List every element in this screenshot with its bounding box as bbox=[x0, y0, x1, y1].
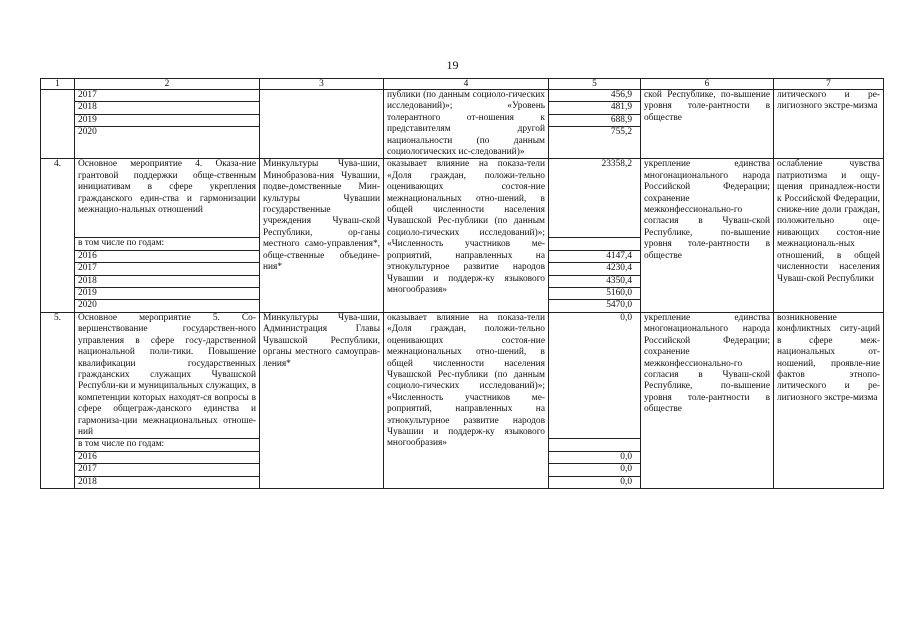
value-cell bbox=[549, 439, 641, 451]
value-cell: 5470,0 bbox=[549, 300, 641, 312]
page-number: 19 bbox=[446, 58, 459, 72]
by-years-label: в том числе по годам: bbox=[75, 238, 260, 250]
indicator-cell: оказывает влияние на показа-тели «Доля граждан, положи-тельно оценивающих состоя-ние межнациональных отно-шений, в общей численности населения Чувашской Рес-публики (по данным социоло-гических исследований)»; «Численность участников ме-роприятий, направленных на этнокультурное развитие народов Чувашии и поддерж-ку языкового многообразия» bbox=[384, 312, 549, 488]
indicator-cell: публики (по данным социоло-гических исследований)»; «Уровень толерантного от-ношения к представителям другой национальности (по данным социологических ис-следований)» bbox=[384, 90, 549, 159]
column-number: 5 bbox=[549, 79, 641, 90]
row-number-cell: 4. bbox=[41, 159, 75, 312]
column-number: 6 bbox=[641, 79, 774, 90]
value-cell: 0,0 bbox=[549, 451, 641, 463]
column-number: 4 bbox=[384, 79, 549, 90]
row-number-cell: 5. bbox=[41, 312, 75, 488]
value-cell: 0,0 bbox=[549, 312, 641, 438]
year-cell: 2020 bbox=[75, 300, 260, 312]
table-row bbox=[41, 159, 884, 238]
year-cell: 2017 bbox=[75, 464, 260, 476]
year-cell: 2018 bbox=[75, 102, 260, 114]
by-years-label: в том числе по годам: bbox=[75, 439, 260, 451]
activity-title-cell: Основное мероприятие 5. Со-вершенствование государствен-ного управления в сфере госу-дарственной национальной поли-тики. Повышение квалификации государственных гражданских служащих Чувашской Республи-ки и муниципальных служащих, в компетенции которых находят-ся вопросы в сфере общеграж-данского единства и гармониза-ции межнациональных отноше-ний bbox=[75, 312, 260, 438]
year-cell: 2019 bbox=[75, 288, 260, 300]
year-cell: 2019 bbox=[75, 114, 260, 126]
column-number: 1 bbox=[41, 79, 75, 90]
row-number-cell bbox=[41, 90, 75, 159]
risk-cell: ослабление чувства патриотизма и ощу-щения принадлеж-ности к Российской Федерации, сниже-ние доли граждан, положительно оце-нивающих состоя-ние межнациональ-ных отношений, в общей численности населения Чуваш-ской Республики bbox=[774, 159, 884, 312]
value-cell: 481,9 bbox=[549, 102, 641, 114]
year-cell: 2018 bbox=[75, 275, 260, 287]
year-cell: 2018 bbox=[75, 476, 260, 488]
table-row bbox=[41, 90, 884, 102]
value-cell: 23358,2 bbox=[549, 159, 641, 238]
indicator-cell: оказывает влияние на показа-тели «Доля граждан, положи-тельно оценивающих состоя-ние межнациональных отно-шений, в общей численности населения Чувашской Рес-публики (по данным социоло-гических исследований)»; «Численность участников ме-роприятий, направленных на этнокультурное развитие народов Чувашии и поддерж-ку языкового многообразия» bbox=[384, 159, 549, 312]
result-cell: укрепление единства многонационального народа Российской Федерации; сохранение межконфессионально-го согласия в Чуваш-ской Республике, по-вышение уровня толе-рантности в обществе bbox=[641, 312, 774, 488]
year-cell: 2017 bbox=[75, 263, 260, 275]
value-cell: 0,0 bbox=[549, 476, 641, 488]
executor-cell: Минкультуры Чува-шии, Администрация Главы Чувашской Республики, органы местного самоуправ-ления* bbox=[260, 312, 384, 488]
value-cell bbox=[549, 238, 641, 250]
column-number: 7 bbox=[774, 79, 884, 90]
value-cell: 4350,4 bbox=[549, 275, 641, 287]
risk-cell: возникновение конфликтных ситу-аций в сфере меж-национальных от-ношений, проявле-ние фактов этнопо-литического и ре-лигиозного экстре-мизма bbox=[774, 312, 884, 488]
value-cell: 0,0 bbox=[549, 464, 641, 476]
year-cell: 2020 bbox=[75, 127, 260, 159]
result-cell: ской Республике, по-вышение уровня толе-рантности в обществе bbox=[641, 90, 774, 159]
column-number-row bbox=[41, 79, 884, 90]
year-cell: 2016 bbox=[75, 250, 260, 262]
column-number: 2 bbox=[75, 79, 260, 90]
executor-cell bbox=[260, 90, 384, 159]
value-cell: 688,9 bbox=[549, 114, 641, 126]
program-table bbox=[40, 78, 884, 489]
year-cell: 2017 bbox=[75, 90, 260, 102]
column-number: 3 bbox=[260, 79, 384, 90]
risk-cell: литического и ре-лигиозного экстре-мизма bbox=[774, 90, 884, 159]
value-cell: 5160,0 bbox=[549, 288, 641, 300]
executor-cell: Минкультуры Чува-шии, Минобразова-ния Чувашии, подве-домственные Мин-культуры Чувашии государственные учреждения Чуваш-ской Республики, ор-ганы местного само-управления*, обще-ственные объедине-ния* bbox=[260, 159, 384, 312]
year-cell: 2016 bbox=[75, 451, 260, 463]
table-row bbox=[41, 312, 884, 438]
value-cell: 4147,4 bbox=[549, 250, 641, 262]
value-cell: 456,9 bbox=[549, 90, 641, 102]
result-cell: укрепление единства многонационального народа Российской Федерации; сохранение межконфессионально-го согласия в Чуваш-ской Республике, по-вышение уровня толе-рантности в обществе bbox=[641, 159, 774, 312]
value-cell: 755,2 bbox=[549, 127, 641, 159]
activity-title-cell: Основное мероприятие 4. Оказа-ние грантовой поддержки обще-ственным инициативам в сфере укрепления гражданского един-ства и гармонизации межнацио-нальных отношений bbox=[75, 159, 260, 238]
value-cell: 4230,4 bbox=[549, 263, 641, 275]
